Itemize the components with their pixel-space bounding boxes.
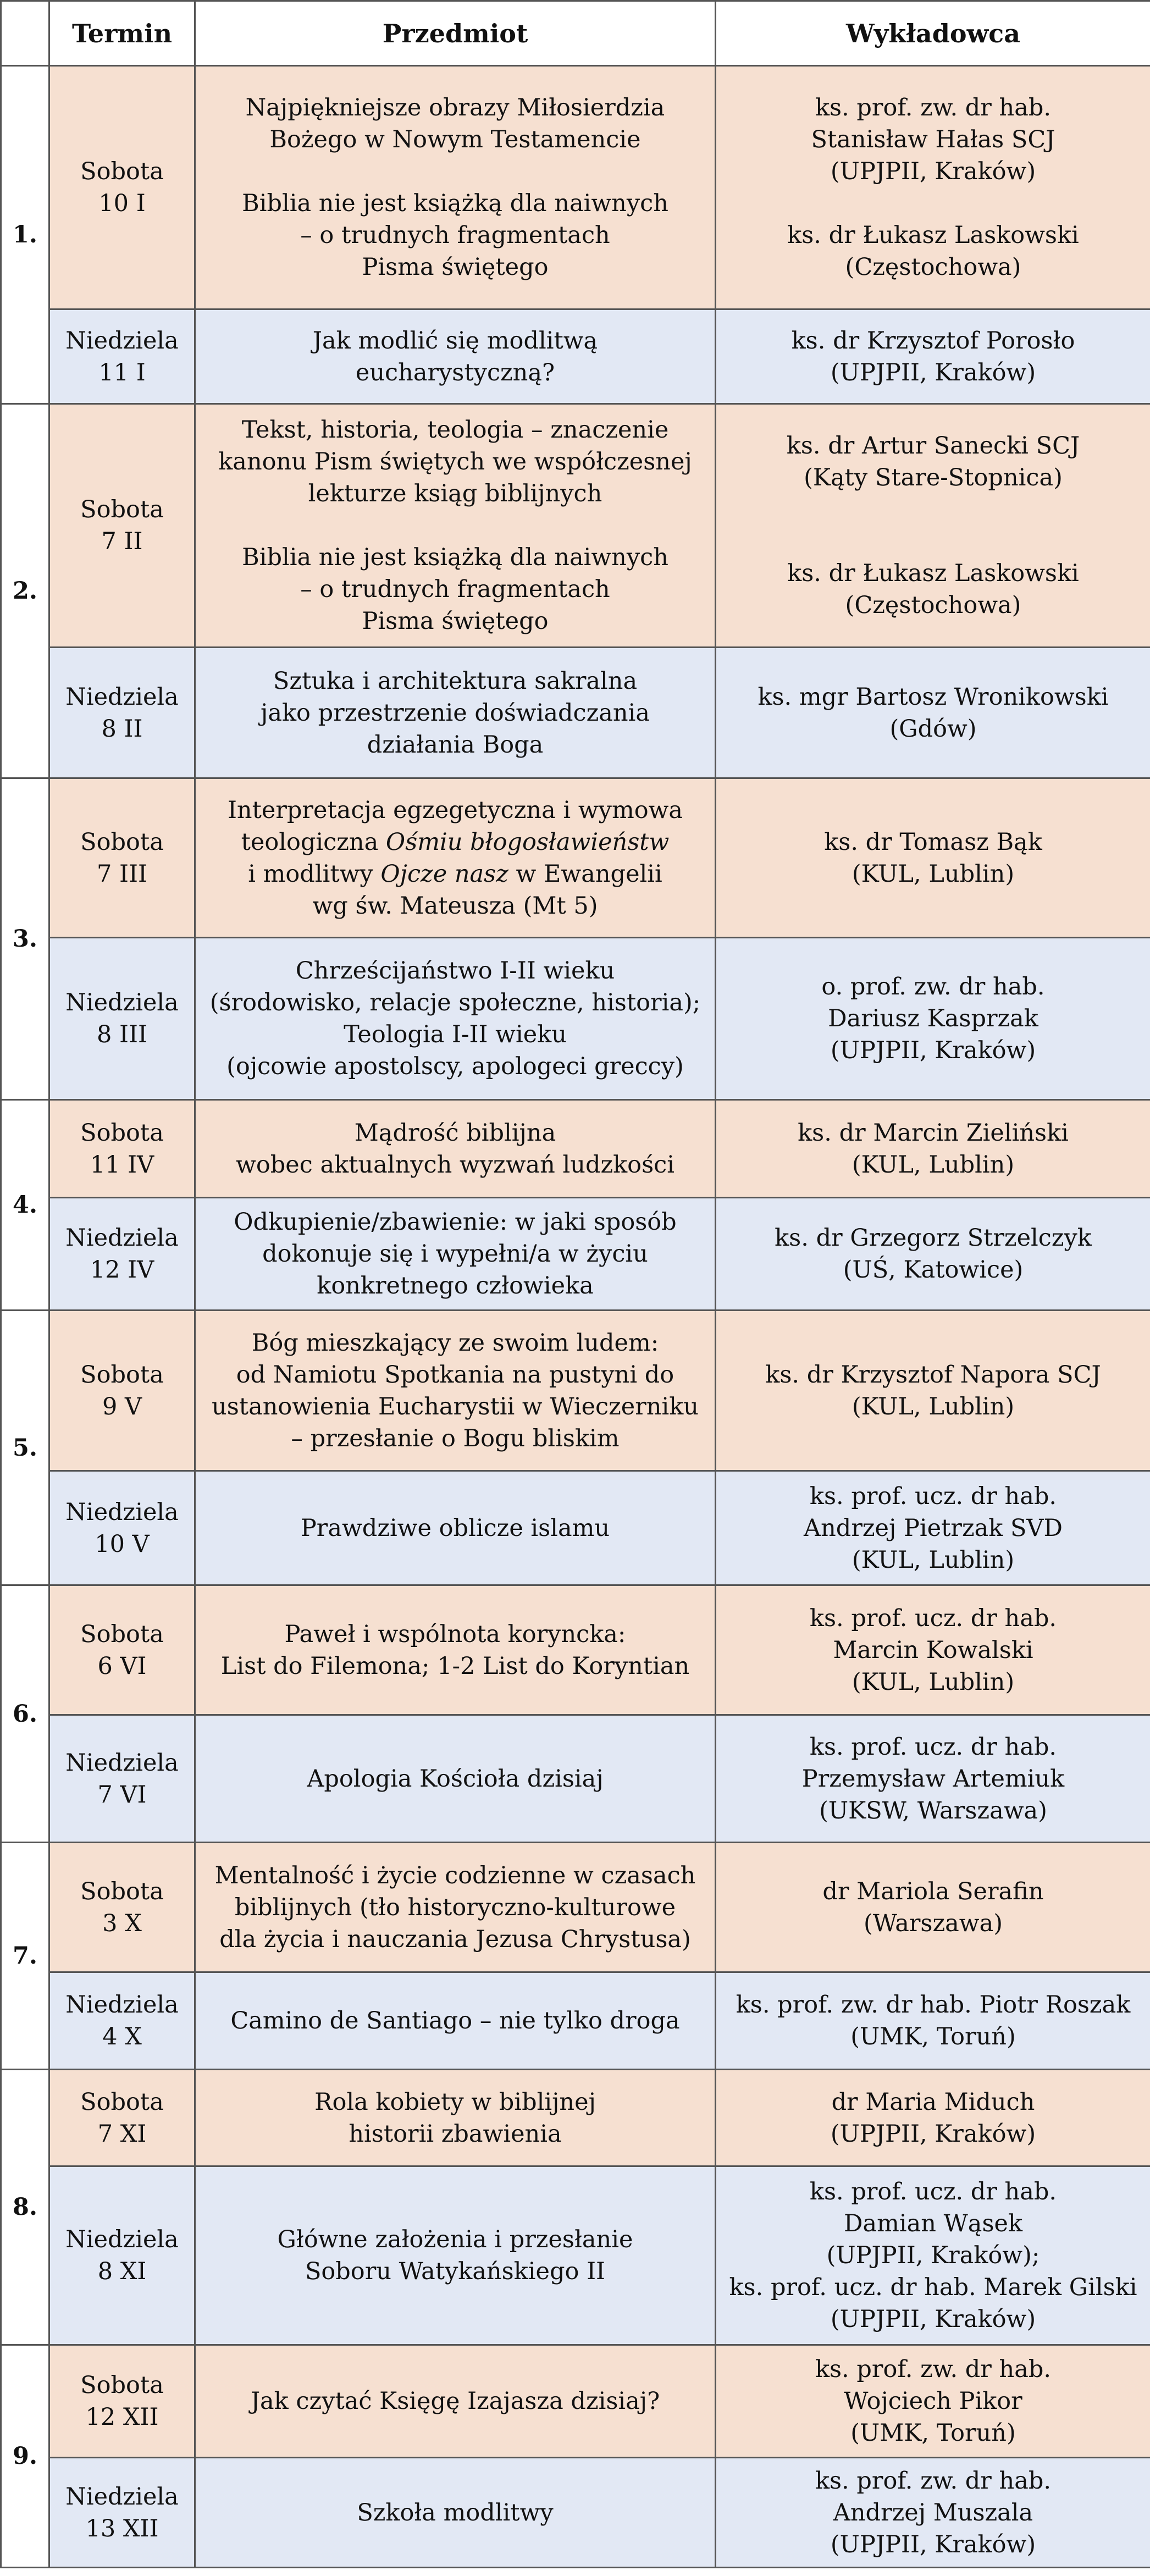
text-line: ks. dr Krzysztof Porosło — [791, 327, 1075, 355]
text-line: Damian Wąsek — [843, 2210, 1023, 2237]
text-line: i modlitwy Ojcze nasz w Ewangelii — [248, 860, 662, 888]
text-line: ks. dr Łukasz Laskowski — [787, 222, 1079, 249]
topic-cell — [195, 2166, 716, 2345]
topic-cell — [195, 66, 716, 309]
topic-cell — [195, 2070, 716, 2166]
text-line: ks. dr Artur Sanecki SCJ — [786, 432, 1080, 460]
text-line: Mądrość biblijna — [354, 1119, 556, 1147]
session-6-saturday-row — [1, 1585, 1150, 1715]
lecturer-cell — [716, 778, 1150, 938]
date: 3 X — [102, 1909, 142, 1937]
topic-cell — [195, 1972, 716, 2070]
session-3-sunday-row — [1, 938, 1150, 1100]
topic-cell — [195, 309, 716, 404]
line-spacer — [203, 510, 707, 541]
lecturer-cell — [716, 1471, 1150, 1585]
lecturer-cell — [716, 2345, 1150, 2458]
text-line: (UPJPII, Kraków) — [830, 2530, 1036, 2558]
session-9-sunday-row — [1, 2458, 1150, 2568]
lecturer-cell — [716, 66, 1150, 309]
date: 8 II — [101, 715, 143, 743]
line-spacer — [724, 526, 1142, 557]
day-name: Niedziela — [65, 1498, 179, 1526]
text-line: Pisma świętego — [362, 253, 549, 281]
text-line: ks. prof. ucz. dr hab. — [809, 2178, 1057, 2205]
termin-cell — [49, 1585, 195, 1715]
text-line: (UMK, Toruń) — [850, 2419, 1016, 2447]
day-name: Niedziela — [65, 683, 179, 711]
text-line: (Gdów) — [889, 715, 977, 743]
session-2-sunday-row — [1, 648, 1150, 778]
date: 8 XI — [97, 2258, 147, 2285]
termin-cell — [49, 2070, 195, 2166]
lecturer-cell — [716, 1972, 1150, 2070]
text-line: wg św. Mateusza (Mt 5) — [312, 892, 598, 920]
lecturer-cell — [716, 938, 1150, 1100]
date: 9 V — [102, 1392, 142, 1420]
lecturer-cell — [716, 2166, 1150, 2345]
text-line: kanonu Pism świętych we współczesnej — [218, 448, 692, 476]
text-line: biblijnych (tło historyczno-kulturowe — [234, 1893, 676, 1921]
text-line: – o trudnych fragmentach — [300, 222, 610, 249]
text-line: Biblia nie jest książką dla naiwnych — [242, 190, 668, 217]
italic-title: Ośmiu błogosławieństw — [385, 828, 670, 856]
text-line: (UPJPII, Kraków) — [830, 358, 1036, 386]
topic-cell — [195, 1198, 716, 1311]
session-1-saturday-row — [1, 66, 1150, 309]
lecturer-cell — [716, 648, 1150, 778]
text-line: ks. dr Tomasz Bąk — [824, 828, 1042, 856]
text-line: (ojcowie apostolscy, apologeci greccy) — [226, 1053, 684, 1080]
lecturer-cell — [716, 309, 1150, 404]
text-line: ks. dr Łukasz Laskowski — [787, 560, 1079, 587]
session-6-sunday-row — [1, 1715, 1150, 1843]
text-line: Dariusz Kasprzak — [828, 1005, 1038, 1032]
text-line: (Częstochowa) — [845, 592, 1021, 619]
date: 11 I — [98, 358, 146, 386]
text-line: Teologia I-II wieku — [344, 1021, 567, 1048]
topic-cell — [195, 648, 716, 778]
text-line: Apologia Kościoła dzisiaj — [307, 1765, 604, 1793]
text-line: dla życia i nauczania Jezusa Chrystusa) — [219, 1925, 691, 1953]
text-line: (Warszawa) — [863, 1909, 1003, 1937]
text-line: dr Maria Miduch — [831, 2088, 1035, 2116]
date: 12 IV — [90, 1256, 154, 1284]
topic-cell — [195, 2345, 716, 2458]
text-line: – przesłanie o Bogu bliskim — [291, 1424, 620, 1452]
termin-cell — [49, 938, 195, 1100]
termin-cell — [49, 1843, 195, 1972]
date: 11 IV — [90, 1151, 154, 1179]
text-line: ks. dr Grzegorz Strzelczyk — [775, 1224, 1092, 1252]
text-line: Bóg mieszkający ze swoim ludem: — [251, 1329, 659, 1357]
text-line: ustanowienia Eucharystii w Wieczerniku — [212, 1392, 699, 1420]
date: 10 V — [95, 1530, 150, 1558]
text-line: Chrześcijaństwo I-II wieku — [295, 957, 615, 985]
date: 7 II — [101, 528, 143, 555]
topic-cell — [195, 938, 716, 1100]
lecturer-cell — [716, 2458, 1150, 2568]
day-name: Niedziela — [65, 2483, 179, 2511]
lecturer-cell — [716, 1311, 1150, 1471]
header-wykladowca: Wykładowca — [716, 1, 1150, 66]
session-number: 3. — [1, 778, 49, 1100]
text-line: Camino de Santiago – nie tylko droga — [230, 2007, 680, 2035]
text-line: List do Filemona; 1-2 List do Koryntian — [220, 1652, 690, 1680]
text-line: Najpiękniejsze obrazy Miłosierdzia — [245, 94, 665, 121]
session-5-sunday-row — [1, 1471, 1150, 1585]
topic-cell — [195, 404, 716, 648]
text-line: (KUL, Lublin) — [852, 1151, 1015, 1179]
text-line: Biblia nie jest książką dla naiwnych — [242, 544, 668, 571]
day-name: Sobota — [80, 496, 164, 523]
text-line: (KUL, Lublin) — [852, 860, 1015, 888]
text-line: Marcin Kowalski — [833, 1636, 1033, 1664]
termin-cell — [49, 1100, 195, 1198]
text-line: (UŚ, Katowice) — [843, 1256, 1024, 1284]
date: 6 VI — [97, 1652, 147, 1680]
header-number — [1, 1, 49, 66]
text-line: wobec aktualnych wyzwań ludzkości — [236, 1151, 674, 1179]
text-line: Tekst, historia, teologia – znaczenie — [241, 416, 669, 444]
text-line: Jak czytać Księgę Izajasza dzisiaj? — [250, 2387, 660, 2415]
header-row — [1, 1, 1150, 66]
session-8-saturday-row — [1, 2070, 1150, 2166]
session-5-saturday-row — [1, 1311, 1150, 1471]
text-line: Rola kobiety w biblijnej — [314, 2088, 596, 2116]
text-line: Bożego w Nowym Testamencie — [269, 126, 641, 153]
day-name: Sobota — [80, 1119, 164, 1147]
text-line: od Namiotu Spotkania na pustyni do — [236, 1361, 674, 1389]
text-line: lekturze ksiąg biblijnych — [308, 480, 602, 507]
text-line: historii zbawienia — [349, 2120, 562, 2148]
text-line: Przemysław Artemiuk — [801, 1765, 1065, 1793]
topic-cell — [195, 1843, 716, 1972]
day-name: Niedziela — [65, 2226, 179, 2253]
topic-cell — [195, 1311, 716, 1471]
text-line: (UKSW, Warszawa) — [819, 1796, 1047, 1825]
termin-cell — [49, 648, 195, 778]
line-spacer — [724, 187, 1142, 219]
day-name: Niedziela — [65, 327, 179, 355]
text-line: ks. prof. ucz. dr hab. — [809, 1482, 1057, 1510]
session-7-sunday-row — [1, 1972, 1150, 2070]
text-line: (KUL, Lublin) — [852, 1546, 1015, 1574]
termin-cell — [49, 1198, 195, 1311]
session-1-sunday-row — [1, 309, 1150, 404]
topic-cell — [195, 2458, 716, 2568]
termin-cell — [49, 2345, 195, 2458]
termin-cell — [49, 2166, 195, 2345]
termin-cell — [49, 2458, 195, 2568]
text-line: (UPJPII, Kraków) — [830, 2120, 1036, 2148]
topic-cell — [195, 1715, 716, 1843]
text-line: ks. dr Krzysztof Napora SCJ — [765, 1361, 1101, 1389]
text-line: ks. prof. ucz. dr hab. — [809, 1604, 1057, 1632]
text-line: ks. prof. ucz. dr hab. — [809, 1733, 1057, 1761]
lecturer-cell — [716, 1843, 1150, 1972]
text-line: eucharystyczną? — [355, 358, 555, 386]
day-name: Sobota — [80, 1877, 164, 1905]
date: 12 XII — [85, 2403, 159, 2431]
termin-cell — [49, 1471, 195, 1585]
lecturer-cell — [716, 1585, 1150, 1715]
line-spacer — [724, 494, 1142, 526]
date: 10 I — [98, 190, 146, 217]
session-number: 2. — [1, 404, 49, 778]
lecturer-cell — [716, 1100, 1150, 1198]
session-8-sunday-row — [1, 2166, 1150, 2345]
text-line: ks. prof. zw. dr hab. — [815, 2356, 1052, 2383]
text-line: Soboru Watykańskiego II — [305, 2258, 606, 2285]
topic-cell — [195, 1100, 716, 1198]
text-line: Interpretacja egzegetyczna i wymowa — [227, 796, 683, 824]
text-line: ks. dr Marcin Zieliński — [798, 1119, 1069, 1147]
text-line: Odkupienie/zbawienie: w jaki sposób — [234, 1208, 677, 1236]
day-name: Niedziela — [65, 1749, 179, 1777]
date: 7 III — [97, 860, 147, 888]
session-3-saturday-row — [1, 778, 1150, 938]
day-name: Sobota — [80, 828, 164, 856]
text-line: jako przestrzenie doświadczania — [261, 699, 650, 727]
termin-cell — [49, 66, 195, 309]
text-line: o. prof. zw. dr hab. — [821, 973, 1045, 1000]
text-line: (UMK, Toruń) — [850, 2023, 1016, 2050]
text-line: Paweł i wspólnota koryncka: — [284, 1620, 626, 1648]
text-line: teologiczna Ośmiu błogosławieństw — [241, 828, 670, 856]
text-line: działania Boga — [367, 731, 544, 759]
topic-cell — [195, 1585, 716, 1715]
session-number: 8. — [1, 2070, 49, 2345]
day-name: Sobota — [80, 1361, 164, 1389]
text-line: Mentalność i życie codzienne w czasach — [214, 1861, 696, 1889]
session-number: 7. — [1, 1843, 49, 2070]
text-line: (UPJPII, Kraków); — [826, 2242, 1040, 2269]
lecturer-cell — [716, 404, 1150, 648]
text-line: (KUL, Lublin) — [852, 1392, 1015, 1420]
date: 4 X — [102, 2023, 142, 2050]
text-line: Wojciech Pikor — [844, 2387, 1022, 2415]
text-line: ks. prof. zw. dr hab. — [815, 2467, 1052, 2495]
day-name: Niedziela — [65, 989, 179, 1016]
day-name: Sobota — [80, 2372, 164, 2399]
text-line: Szkoła modlitwy — [357, 2498, 554, 2527]
session-number: 4. — [1, 1100, 49, 1311]
session-2-saturday-row — [1, 404, 1150, 648]
termin-cell — [49, 1715, 195, 1843]
termin-cell — [49, 309, 195, 404]
termin-cell — [49, 778, 195, 938]
day-name: Sobota — [80, 158, 164, 185]
session-number: 9. — [1, 2345, 49, 2568]
day-name: Niedziela — [65, 1991, 179, 2019]
date: 7 VI — [97, 1781, 147, 1809]
text-line: (Kąty Stare-Stopnica) — [804, 464, 1063, 491]
termin-cell — [49, 1311, 195, 1471]
session-number: 1. — [1, 66, 49, 404]
session-4-sunday-row — [1, 1198, 1150, 1311]
text-line: Jak modlić się modlitwą — [312, 327, 598, 355]
text-line: Prawdziwe oblicze islamu — [300, 1514, 610, 1542]
day-name: Niedziela — [65, 1224, 179, 1252]
date: 7 XI — [97, 2120, 147, 2148]
text-line: – o trudnych fragmentach — [300, 576, 610, 603]
text-line: dr Mariola Serafin — [822, 1877, 1044, 1905]
italic-title: Ojcze nasz — [380, 860, 508, 888]
header-termin: Termin — [49, 1, 195, 66]
day-name: Sobota — [80, 1620, 164, 1648]
lecturer-cell — [716, 1715, 1150, 1843]
text-line: ks. prof. zw. dr hab. — [815, 94, 1052, 121]
text-line: (Częstochowa) — [845, 253, 1021, 281]
text-line: (UPJPII, Kraków) — [830, 158, 1036, 185]
text-line: konkretnego człowieka — [317, 1272, 594, 1300]
day-name: Sobota — [80, 2088, 164, 2116]
text-line: Pisma świętego — [362, 607, 549, 635]
termin-cell — [49, 1972, 195, 2070]
topic-cell — [195, 1471, 716, 1585]
session-7-saturday-row — [1, 1843, 1150, 1972]
topic-cell — [195, 778, 716, 938]
session-number: 5. — [1, 1311, 49, 1585]
text-line: (UPJPII, Kraków) — [830, 2306, 1036, 2333]
line-spacer — [203, 156, 707, 187]
session-4-saturday-row — [1, 1100, 1150, 1198]
text-line: ks. mgr Bartosz Wronikowski — [758, 683, 1109, 711]
session-9-saturday-row — [1, 2345, 1150, 2458]
text-line: (środowisko, relacje społeczne, historia); — [209, 989, 701, 1016]
text-line: (UPJPII, Kraków) — [830, 1037, 1036, 1064]
date: 8 III — [97, 1021, 147, 1048]
text-line: Główne założenia i przesłanie — [277, 2226, 633, 2253]
text-line: ks. prof. zw. dr hab. Piotr Roszak — [736, 1991, 1131, 2019]
date: 13 XII — [85, 2514, 159, 2542]
termin-cell — [49, 404, 195, 648]
text-line: Sztuka i architektura sakralna — [273, 667, 638, 695]
text-line: dokonuje się i wypełni/a w życiu — [262, 1240, 648, 1268]
text-line: (KUL, Lublin) — [852, 1668, 1015, 1696]
text-line: ks. prof. ucz. dr hab. Marek Gilski — [729, 2274, 1137, 2301]
session-number: 6. — [1, 1585, 49, 1843]
lecturer-cell — [716, 2070, 1150, 2166]
text-line: Andrzej Muszala — [833, 2498, 1033, 2527]
text-line: Andrzej Pietrzak SVD — [804, 1514, 1063, 1542]
text-line: Stanisław Hałas SCJ — [811, 126, 1055, 153]
header-przedmiot: Przedmiot — [195, 1, 716, 66]
lecturer-cell — [716, 1198, 1150, 1311]
